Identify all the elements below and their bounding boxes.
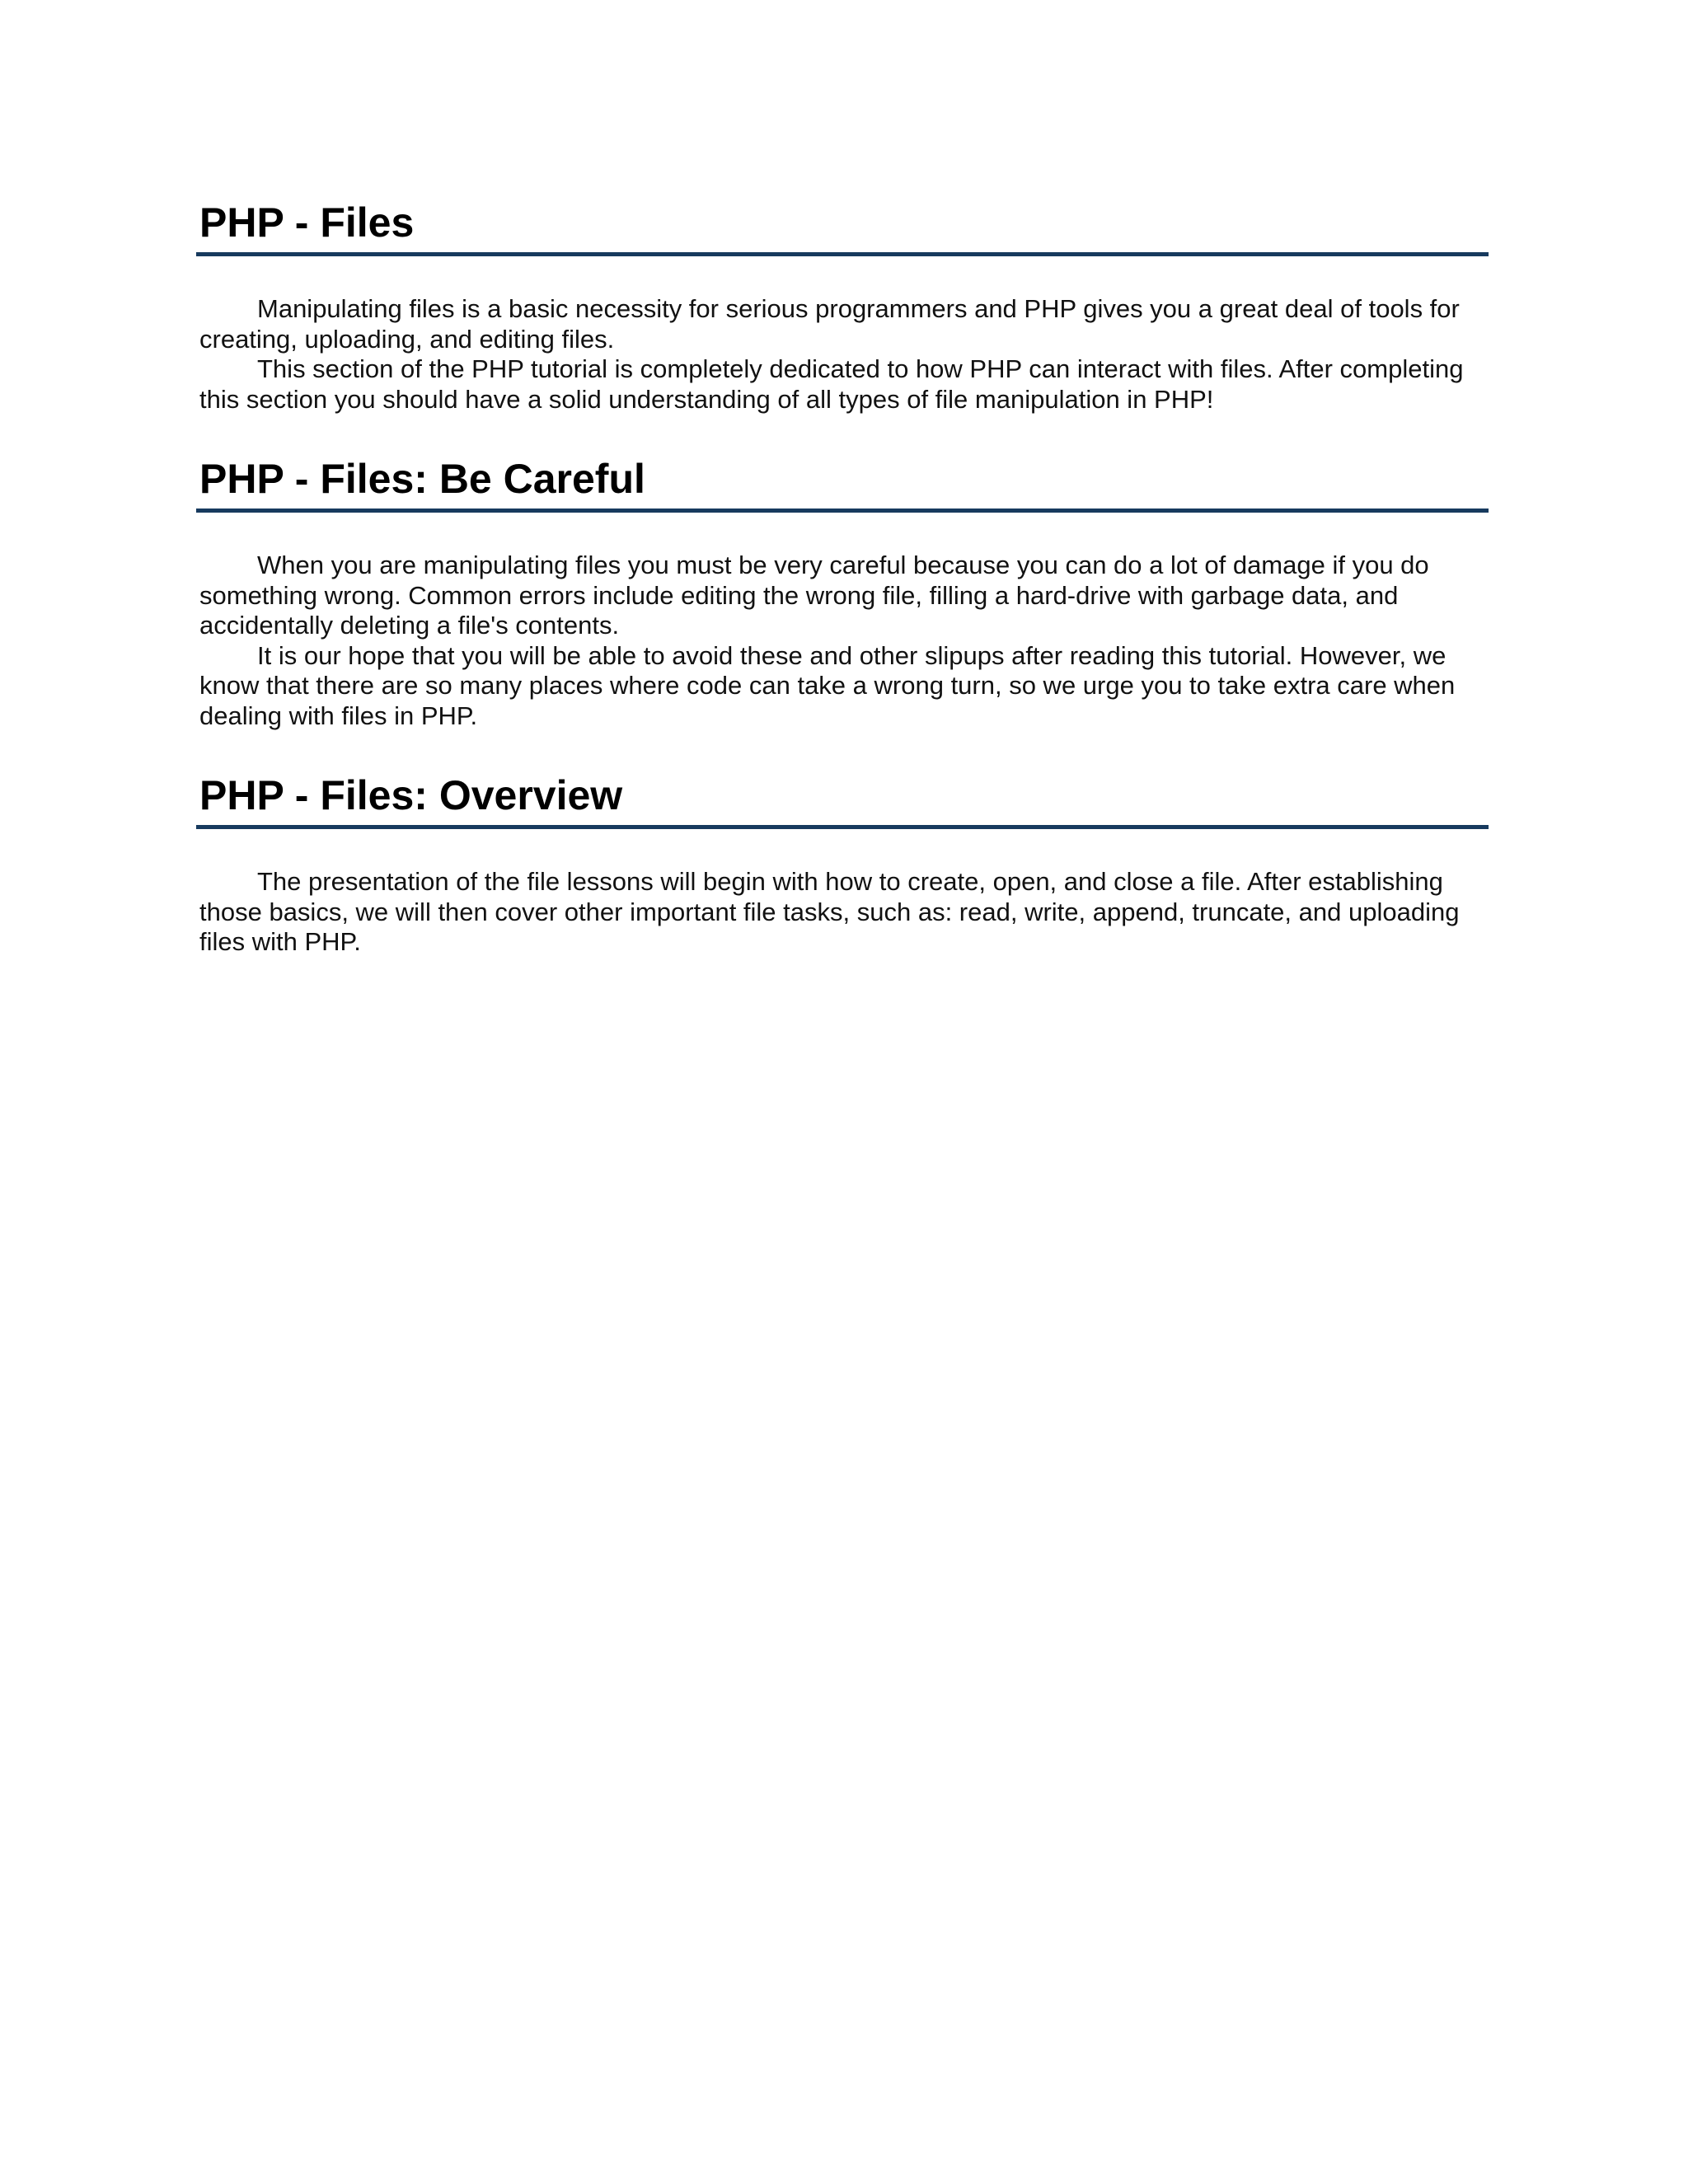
section-heading: PHP - Files: Overview — [199, 772, 623, 818]
section-overview — [196, 771, 1489, 958]
paragraph: This section of the PHP tutorial is completely dedicated to how PHP can interact with files. After completing this section you should have a solid understanding of all types of file manipulation in PHP! — [199, 354, 1464, 414]
section-body — [196, 294, 1489, 415]
section-heading: PHP - Files: Be Careful — [199, 456, 645, 502]
paragraph: When you are manipulating files you must be very careful because you can do a lot of damage if you do something wrong. Common errors include editing the wrong file, filling a hard-drive with garbage data, and accidentally deleting a file's contents. — [199, 551, 1429, 640]
section-be-careful — [196, 454, 1489, 731]
heading-rule — [196, 252, 1489, 256]
section-php-files — [196, 198, 1489, 415]
heading-rule — [196, 509, 1489, 513]
paragraph: It is our hope that you will be able to avoid these and other slipups after reading this tutorial. However, we know that there are so many places where code can take a wrong turn, so we urge you to take extra care when dealing with files in PHP. — [199, 640, 1456, 730]
section-body — [196, 867, 1489, 958]
section-body — [196, 551, 1489, 731]
section-heading: PHP - Files — [199, 199, 415, 246]
heading-rule — [196, 825, 1489, 829]
paragraph: The presentation of the file lessons will begin with how to create, open, and close a file. After establishing those basics, we will then cover other important file tasks, such as: read, write, append, truncate, and uploading files with PHP. — [199, 867, 1460, 956]
paragraph: Manipulating files is a basic necessity for serious programmers and PHP gives you a great deal of tools for creating, uploading, and editing files. — [199, 294, 1460, 354]
